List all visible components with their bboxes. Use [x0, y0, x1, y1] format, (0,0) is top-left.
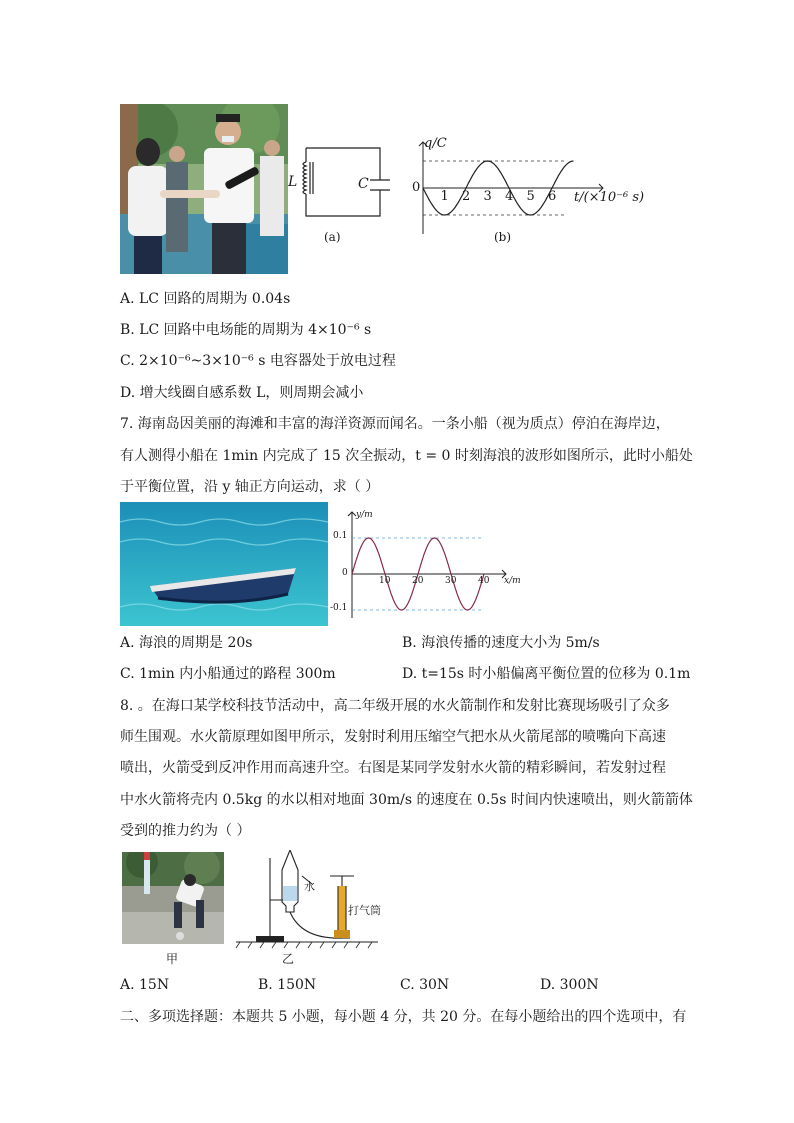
- figure-a-caption: (a): [324, 230, 341, 244]
- q6-option-a: A. LC 回路的周期为 0.04s: [120, 291, 291, 307]
- q8-stem-line-1: 8. 。在海口某学校科技节活动中，高二年级开展的水火箭制作和发射比赛现场吸引了众多: [120, 698, 670, 714]
- graph-b-tick-3: 3: [483, 189, 492, 204]
- section-two-heading: 二、多项选择题：本题共 5 小题，每小题 4 分，共 20 分。在每小题给出的四个选项中，有: [120, 1009, 687, 1025]
- q8-option-d: D. 300N: [540, 977, 599, 993]
- capacitor-label: C: [358, 176, 369, 192]
- graph-b-tick-4: 4: [505, 189, 514, 204]
- q6-option-d: D. 增大线圈自感系数 L，则周期会减小: [120, 385, 364, 401]
- q8-option-a: A. 15N: [120, 977, 170, 993]
- wave-graph-tick-40: 40: [478, 576, 490, 586]
- label-water: 水: [304, 880, 315, 893]
- q7-stem-line-3: 于平衡位置，沿 y 轴正方向运动，求（ ）: [120, 479, 380, 495]
- graph-b-tick-6: 6: [548, 189, 557, 204]
- graph-b-tick-2: 2: [462, 189, 471, 204]
- q7-option-c: C. 1min 内小船通过的路程 300m: [120, 666, 336, 682]
- wave-graph-tick-20: 20: [412, 576, 424, 586]
- q6-option-b: B. LC 回路中电场能的周期为 4×10⁻⁶ s: [120, 322, 372, 338]
- wave-graph-y-top: 0.1: [333, 531, 348, 541]
- q8-stem-line-3: 喷出，火箭受到反冲作用而高速升空。右图是某同学发射水火箭的精彩瞬间，若发射过程: [120, 760, 666, 776]
- graph-b-tick-5: 5: [526, 189, 535, 204]
- figure-yi-label: 乙: [282, 952, 295, 966]
- boat-on-sea-photo: [120, 502, 328, 626]
- q7-option-a: A. 海浪的周期是 20s: [120, 635, 253, 651]
- q7-stem-line-1: 7. 海南岛因美丽的海滩和丰富的海洋资源而闻名。一条小船（视为质点）停泊在海岸边，: [120, 416, 670, 432]
- wave-graph: [334, 508, 534, 620]
- graph-b-origin: 0: [412, 180, 421, 195]
- water-rocket-photo: [122, 852, 224, 944]
- wave-graph-tick-10: 10: [379, 576, 391, 586]
- graph-b-tick-1: 1: [440, 189, 449, 204]
- q8-option-c: C. 30N: [400, 977, 450, 993]
- wave-graph-tick-30: 30: [445, 576, 457, 586]
- q6-option-c: C. 2×10⁻⁶~3×10⁻⁶ s 电容器处于放电过程: [120, 353, 396, 369]
- wave-graph-y-bottom: -0.1: [330, 603, 348, 613]
- q7-option-d: D. t=15s 时小船偏离平衡位置的位移为 0.1m: [402, 666, 691, 682]
- q8-stem-line-5: 受到的推力约为（ ）: [120, 823, 251, 839]
- figure-jia-label: 甲: [166, 952, 179, 966]
- q7-stem-line-2: 有人测得小船在 1min 内完成了 15 次全振动，t = 0 时刻海浪的波形如图所示，此时小船处: [120, 448, 693, 464]
- graph-b-ylabel: q/C: [424, 136, 447, 151]
- q8-option-b: B. 150N: [258, 977, 317, 993]
- inductor-label: L: [288, 174, 298, 190]
- q8-stem-line-4: 中水火箭将壳内 0.5kg 的水以相对地面 30m/s 的速度在 0.5s 时间内快速喷出，则火箭箭体: [120, 792, 693, 808]
- q8-stem-line-2: 师生围观。水火箭原理如图甲所示，发射时利用压缩空气把水从火箭尾部的喷嘴向下高速: [120, 729, 666, 745]
- security-check-photo: [120, 104, 288, 274]
- figure-b-caption: (b): [494, 230, 512, 244]
- water-rocket-diagram: [232, 850, 380, 950]
- label-pump: 打气筒: [348, 904, 381, 917]
- wave-graph-origin: 0: [342, 568, 348, 578]
- graph-b-xlabel: t/(×10⁻⁶ s): [574, 190, 645, 205]
- wave-graph-ylabel: y/m: [356, 510, 373, 520]
- q7-option-b: B. 海浪传播的速度大小为 5m/s: [402, 635, 600, 651]
- wave-graph-xlabel: x/m: [504, 576, 521, 586]
